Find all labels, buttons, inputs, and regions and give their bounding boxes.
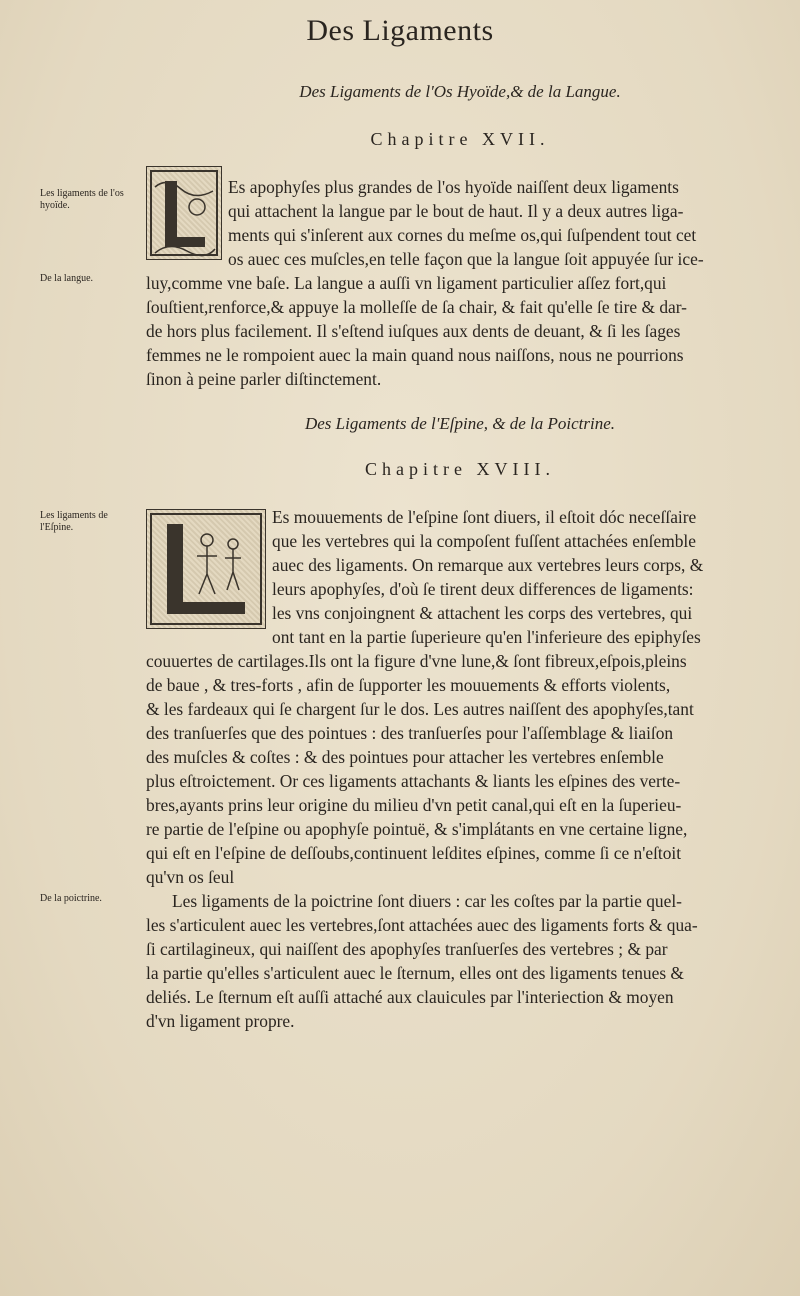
- text-line: des muſcles & coſtes : & des pointues pour attacher les vertebres enſemble: [146, 747, 664, 767]
- text-line: ſinon à peine parler diſtinctement.: [146, 369, 382, 389]
- running-head: Des Ligaments: [306, 14, 494, 47]
- text-line: d'vn ligament propre.: [146, 1011, 295, 1031]
- section-title-espine: Des Ligaments de l'Eſpine, & de la Poictrine.: [304, 414, 616, 433]
- text-line: qui attachent la langue par le bout de haut. Il y a deux autres liga-: [228, 201, 684, 221]
- text-line: deliés. Le ſternum eſt auſſi attaché aux clauicules par l'interiection & moyen: [146, 987, 674, 1007]
- chapter-heading-xviii: Chapitre XVIII.: [365, 459, 555, 479]
- text-line: les vns conjoingnent & attachent les corps des vertebres, qui: [272, 603, 693, 623]
- text-line: ments qui s'inſerent aux cornes du meſme os,qui ſuſpendent tout cet: [228, 225, 697, 245]
- margin-note-langue: De la langue.: [40, 273, 94, 284]
- margin-note-poictrine: De la poictrine.: [40, 893, 102, 904]
- text-line: des tranſuerſes que des pointues : des tranſuerſes pour l'aſſemblage & liaiſon: [146, 723, 674, 743]
- text-line: qui eſt en l'eſpine de deſſoubs,continuent leſdites eſpines, comme ſi ce n'eſtoit: [146, 843, 682, 863]
- text-line: couuertes de cartilages.Ils ont la figure d'vne lune,& ſont fibreux,eſpois,pleins: [146, 651, 687, 671]
- chapter-heading-xvii: Chapitre XVII.: [370, 129, 550, 149]
- text-line: & les fardeaux qui ſe chargent ſur le dos. Les autres naiſſent des apophyſes,tant: [146, 699, 694, 719]
- text-line: Es mouuements de l'eſpine ſont diuers, il eſtoit dóc neceſſaire: [272, 507, 697, 527]
- margin-note-hyoide: Les ligaments de l'os hyoïde.: [40, 188, 124, 211]
- decorated-initial-L-figures: [146, 509, 266, 629]
- text-line: de baue , & tres-forts , afin de ſupporter les mouuements & efforts violents,: [146, 675, 671, 695]
- text-line: bres,ayants prins leur origine du milieu d'vn petit canal,qui eſt en la ſuperieu-: [146, 795, 682, 815]
- text-line: auec des ligaments. On remarque aux vertebres leurs corps, &: [272, 555, 704, 575]
- text-line: la partie qu'elles s'articulent auec le ſternum, elles ont des ligaments tenues &: [146, 963, 684, 983]
- text-line: Es apophyſes plus grandes de l'os hyoïde naiſſent deux ligaments: [228, 177, 679, 197]
- text-line: leurs apophyſes, d'où ſe tirent deux differences de ligaments:: [272, 579, 694, 599]
- text-line: re partie de l'eſpine ou apophyſe pointuë, & s'implátants en vne certaine ligne,: [146, 819, 688, 839]
- text-line: plus eſtroictement. Or ces ligaments attachants & liants les eſpines des verte-: [146, 771, 681, 791]
- ornament-initial-icon: [147, 510, 265, 628]
- text-line: que les vertebres qui la compoſent fuſſent attachées enſemble: [272, 531, 696, 551]
- margin-note-espine: Les ligaments de l'Eſpine.: [40, 510, 108, 533]
- text-line: de hors plus facilement. Il s'eſtend iuſques aux dents de deuant, & ſi les ſages: [146, 321, 681, 341]
- section-title-hyoide: Des Ligaments de l'Os Hyoïde,& de la Langue.: [299, 82, 621, 101]
- text-line: os auec ces muſcles,en telle façon que la langue ſoit appuyée ſur ice-: [228, 249, 704, 269]
- text-line: femmes ne le rompoient auec la main quand nous naiſſons, nous ne pourrions: [146, 345, 684, 365]
- text-line: ont tant en la partie ſuperieure qu'en l'inferieure des epiphyſes: [272, 627, 701, 647]
- text-line: luy,comme vne baſe. La langue a auſſi vn ligament particulier aſſez fort,qui: [146, 273, 667, 293]
- decorated-initial-L: [146, 166, 222, 260]
- text-line: les s'articulent auec les vertebres,ſont attachées auec des ligaments forts & qua-: [146, 915, 698, 935]
- text-line: ſouſtient,renforce,& appuye la molleſſe de ſa chair, & fait qu'elle ſe tire & dar-: [146, 297, 687, 317]
- ornament-initial-icon: [147, 167, 221, 259]
- text-line: ſi cartilagineux, qui naiſſent des apophyſes tranſuerſes des vertebres ; & par: [146, 939, 668, 959]
- text-line: Les ligaments de la poictrine ſont diuers : car les coſtes par la partie quel-: [172, 891, 682, 911]
- text-line: qu'vn os ſeul: [146, 867, 235, 887]
